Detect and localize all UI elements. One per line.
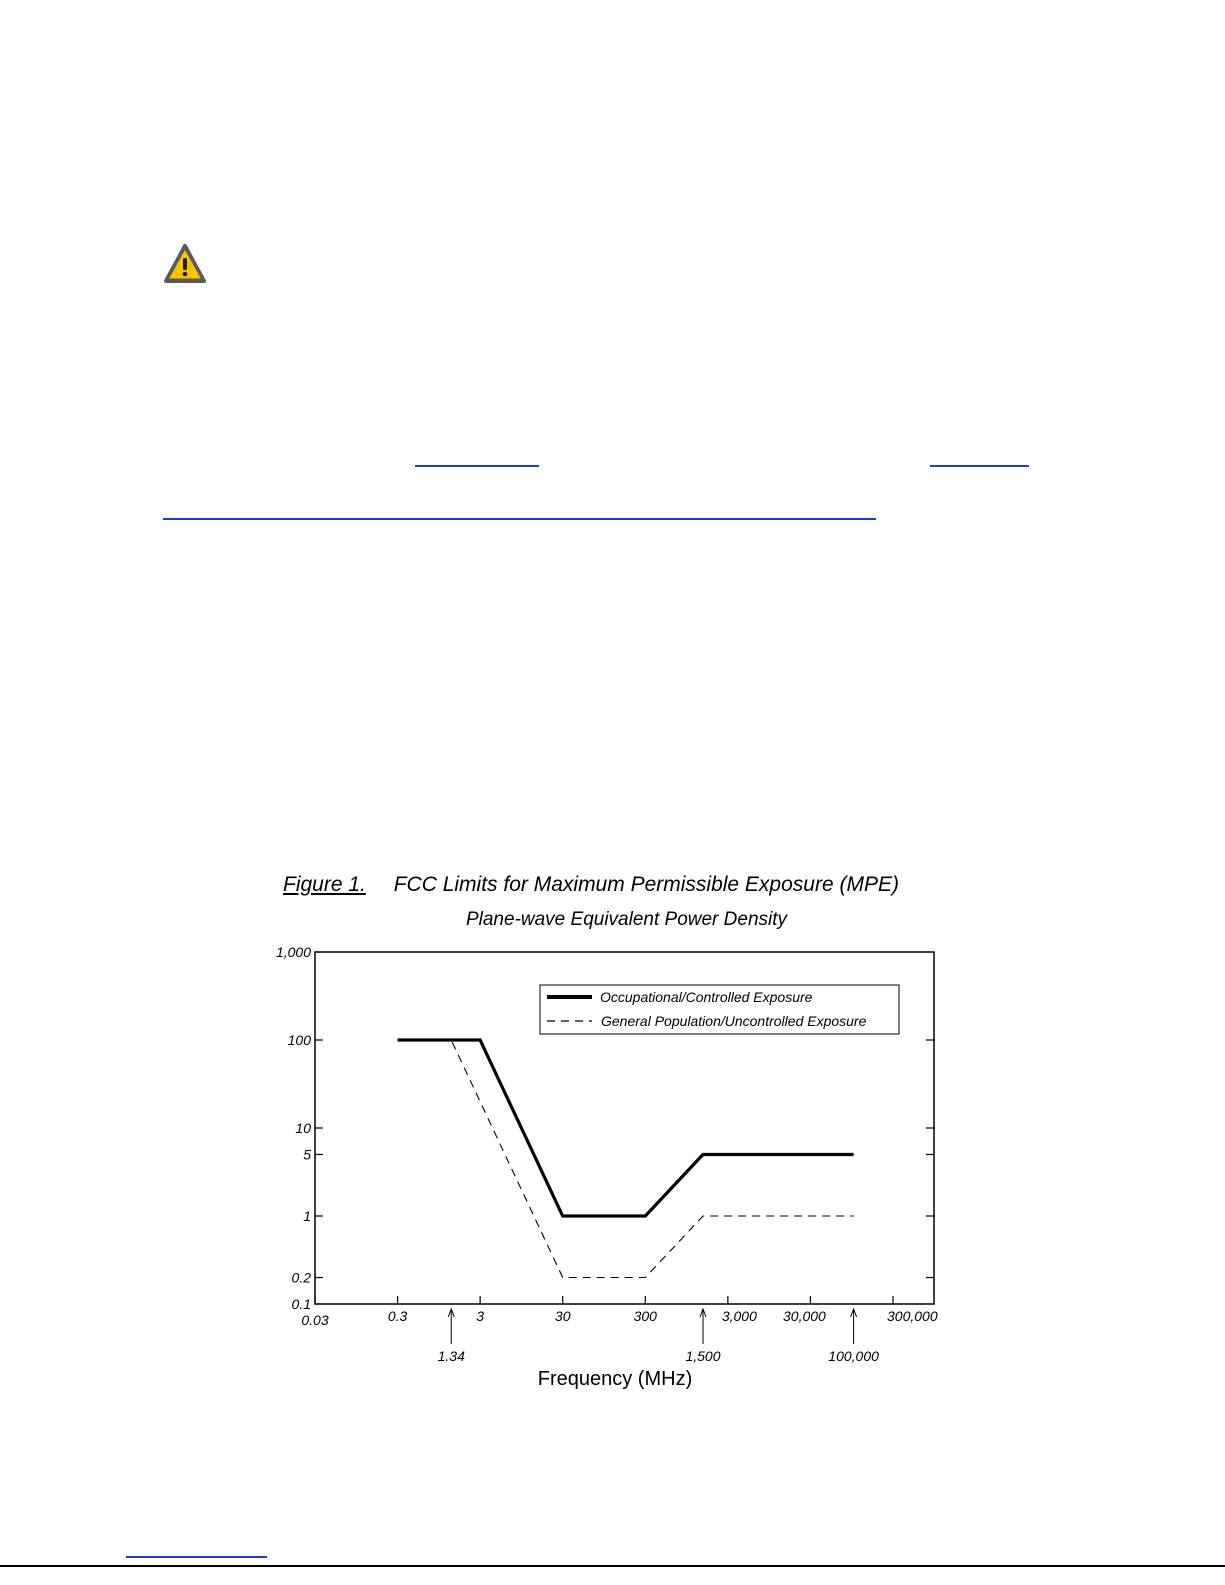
- x-tick-label: 0.3: [387, 1308, 408, 1324]
- x-tick-label: 30: [554, 1308, 571, 1324]
- annotation-label: 100,000: [828, 1348, 879, 1364]
- y-tick-label: 1,000: [275, 944, 311, 960]
- x-axis: [301, 1296, 937, 1328]
- footer-rule: [0, 1565, 1225, 1567]
- legend-label-occupational: Occupational/Controlled Exposure: [600, 989, 813, 1005]
- figure-number: Figure 1.: [283, 873, 366, 896]
- x-tick-label: 3: [476, 1308, 485, 1324]
- x-tick-label: 0.03: [301, 1312, 329, 1328]
- series-line-general: [398, 1040, 854, 1278]
- annotation-label: 1,500: [685, 1348, 721, 1364]
- figure-subtitle-text: Plane-wave Equivalent Power Density: [465, 909, 788, 930]
- x-tick-label: 300,000: [887, 1308, 938, 1324]
- y-tick-label: 0.2: [291, 1269, 311, 1286]
- x-axis-title: Frequency (MHz): [537, 1368, 693, 1390]
- x-tick-label: 300: [633, 1308, 657, 1324]
- series-layer: [398, 1040, 854, 1278]
- series-line-occupational: [398, 1040, 854, 1216]
- legend: [540, 985, 899, 1034]
- y-tick-label: 0.1: [291, 1296, 311, 1312]
- annotation-label: 1.34: [437, 1348, 465, 1364]
- y-tick-label: 5: [303, 1146, 311, 1163]
- x-tick-label: 3,000: [721, 1308, 757, 1324]
- y-tick-label: 1: [303, 1208, 311, 1224]
- figure-title: FCC Limits for Maximum Permissible Exposure (MPE): [393, 873, 899, 896]
- x-tick-label: 30,000: [783, 1308, 826, 1324]
- y-tick-label: 10: [295, 1120, 311, 1136]
- y-tick-label: 100: [287, 1032, 311, 1048]
- legend-label-general: General Population/Uncontrolled Exposure: [601, 1013, 867, 1029]
- footnote-link-underline[interactable]: [126, 1556, 267, 1558]
